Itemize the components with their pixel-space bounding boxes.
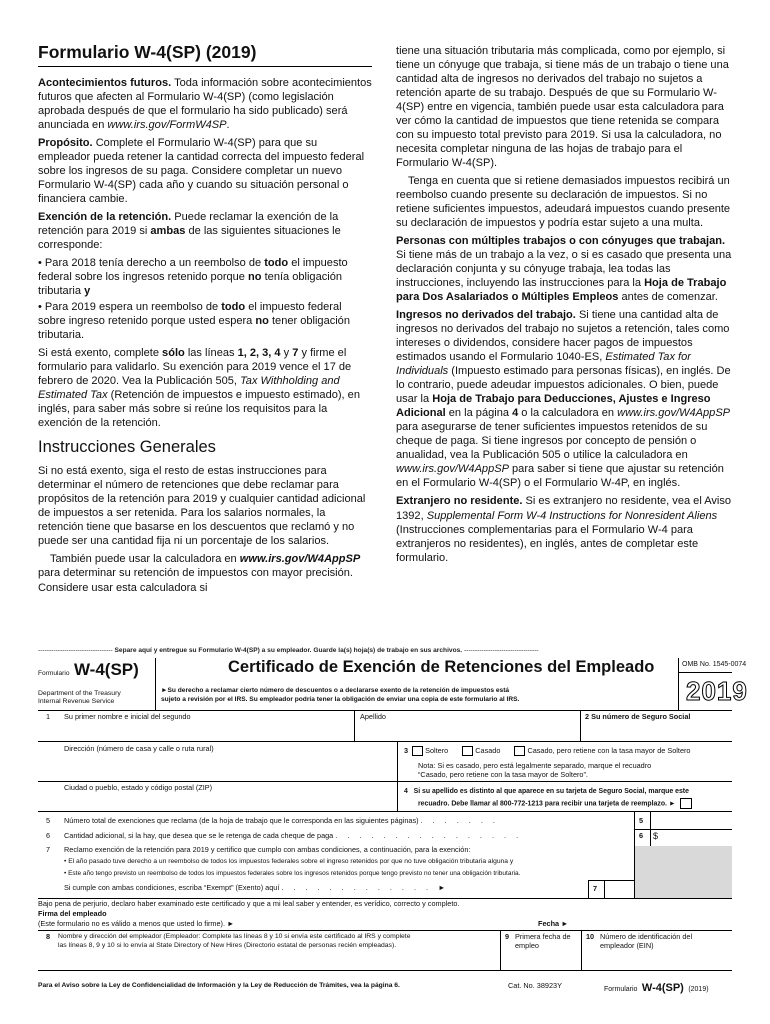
address-rule [38, 781, 397, 782]
nonresident-alien-paragraph: Extranjero no residente. Si es extranjero no residente, vea el Aviso 1392, Supplemental Form W-4 Instructions for Nonresident Aliens (Instrucciones complementarias para el Formulario W-4 para extranjeros no residentes), en inglés, antes de completar este formulario. [396, 495, 732, 564]
signature-note: (Este formulario no es válido a menos que usted lo firme). ► [38, 919, 235, 928]
line-5-number: 5 [46, 816, 51, 825]
box-7-divider-left [588, 880, 589, 898]
ein-input[interactable] [584, 954, 730, 968]
future-url-link[interactable]: www.irs.gov/FormW4SP [107, 118, 227, 131]
line-9-number: 9 [505, 932, 510, 941]
signature-rule [38, 930, 732, 931]
line-7-number: 7 [46, 845, 51, 854]
footer-form-id: Formulario W-4(SP) (2019) [604, 982, 709, 994]
city-input[interactable] [60, 794, 395, 810]
calculator-paragraph: También puede usar la calculadora en www.irs.gov/W4AppSP para determinar su retención de impuestos con mayor precisión. Considere usar esta calculadora si [38, 553, 361, 594]
line-4-rule [38, 811, 732, 812]
box-6-label: 6 [639, 831, 644, 840]
general-instructions-heading: Instrucciones Generales [38, 437, 216, 456]
line-3-rule [397, 781, 732, 782]
instructions-right-column [396, 44, 732, 569]
line-7-exempt-text: Si cumple con ambas condiciones, escriba “Exempt” (Exento) aquí . . . . . . . . . . . . . ► [64, 883, 450, 892]
nonwage-income-paragraph: Ingresos no derivados del trabajo. Si tiene una cantidad alta de ingresos no derivados del trabajo no sujetos a retención, tales como intereses o dividendos, considere hacer pagos de impuestos estimados usando el Formulario 1040-ES, Estimated Tax for Individuals (Impuesto estimado para personas físicas), en inglés. De lo contrario, puede adeudar impuestos adicionales. O bien, puede usar la Hoja de Trabajo para Deducciones, Ajustes e Ingreso Adicional en la página 4 o la calculadora en www.irs.gov/W4AppSP para asegurarse de tener suficientes impuestos retenidos de su cheque de paga. Si tiene ingresos por concepto de pensión o anualidad, vea la Publicación 505 o utilice la calculadora en www.irs.gov/W4AppSP para saber si tiene que ajustar su retención en el Formulario W-4(SP) o el Formulario W-4P, en inglés. [396, 309, 731, 490]
multiple-jobs-paragraph: Personas con múltiples trabajos o con cónyuges que trabajan. Si tiene más de un trabajo a la vez, o si es casado que presenta una declaración conjunta y su cónyuge trabaja, lea todas las instrucciones, incluyendo las instrucciones para la Hoja de Trabajo para Dos Asalariados o Múltiples Empleos antes de comenzar. [396, 235, 732, 304]
line-1-label: Su primer nombre e inicial del segundo [64, 712, 191, 721]
exemption-bullet-2: • Para 2019 espera un reembolso de todo el impuesto federal sobre ingreso retenido porque usted espera no tener obligación tributaria. [38, 300, 350, 341]
line-5-input[interactable] [652, 813, 730, 827]
complicated-situation-paragraph: tiene una situación tributaria más complicada, como por ejemplo, si tiene un cónyuge que trabaja, si tiene más de un trabajo o tiene una cantidad alta de ingresos no derivados del trabajo no sujetos a retención aparte de su trabajo. Después de que su Formulario W-4(SP) entre en vigencia, también puede usar esta calculadora para ver cómo la cantidad de impuestos que tiene retenida se compara con su impuesto total previsto para 2019. Si usa la calculadora, no necesita completar ninguna de las hojas de trabajo para el Formulario W-4(SP). [396, 45, 729, 170]
exemption-bullet-1: • Para 2018 tenía derecho a un reembolso de todo el impuesto federal sobre los ingresos retenido porque no tenía obligación tributaria y [38, 256, 348, 297]
line-10-number: 10 [586, 932, 595, 941]
signature-label: Firma del empleado [38, 909, 107, 918]
nonwage-url-link-2[interactable]: www.irs.gov/W4AppSP [396, 463, 509, 476]
shaded-area [634, 846, 732, 898]
form-title: Formulario W-4(SP) (2019) [38, 44, 372, 67]
line-5-text: Número total de exenciones que reclama (de la hoja de trabajo que le corresponda en las siguientes páginas) . . . . . . . [64, 816, 499, 825]
form-bottom-rule [38, 970, 732, 971]
line-3-divider [397, 741, 398, 811]
line-7-bullet-2: • Este año tengo previsto un reembolso de todos los impuestos federales sobre los ingresos retenidos porque tengo previsto no tener una obligación tributaria. [64, 870, 521, 877]
single-checkbox[interactable] [412, 746, 423, 756]
refund-note-paragraph: Tenga en cuenta que si retiene demasiados impuestos recibirá un reembolso cuando presente su declaración de impuestos. Si no retiene suficientes impuestos, adeudará impuestos cuando presente su declaración de impuestos y podría estar sujeto a una multa. [396, 175, 731, 230]
married-higher-rate-checkbox[interactable] [514, 746, 525, 756]
box-5-label: 5 [639, 816, 644, 825]
line-7-bullet-1: • El año pasado tuve derecho a un reembolso de todos los impuestos federales sobre el ingreso retenidos por que no tuve obligación tributaria alguna y [64, 858, 514, 865]
last-name-input[interactable] [358, 722, 578, 740]
name-field-divider [354, 711, 355, 741]
form-name: W-4(SP) [73, 660, 139, 679]
box-7-divider-right [604, 880, 605, 898]
first-employment-date-input[interactable] [503, 954, 579, 968]
header-divider-left [155, 658, 156, 710]
omb-number: OMB No. 1545-0074 [682, 661, 747, 668]
line-9-divider [500, 930, 501, 970]
line-8-label: Nombre y dirección del empleador (Empleador: Complete las líneas 8 y 10 si envía este certificado al IRS y complete las líneas 8, 9 y 10 si lo envía al State Directory of New Hires (Directorio estatal de personas recién empleadas). [58, 933, 411, 949]
privacy-act-notice: Para el Aviso sobre la Ley de Confidencialidad de Información y la Ley de Reducción de Trámites, vea la página 6. [38, 982, 400, 989]
line-6-dollar-sign: $ [653, 831, 659, 841]
line-10-divider [581, 930, 582, 970]
omb-rule [678, 672, 732, 673]
instructions-left-column [38, 44, 372, 599]
form-id-block: Formulario W-4(SP) [38, 660, 139, 679]
line-6-input[interactable] [662, 831, 730, 845]
detach-instruction-line: ---------------------------------- Separe aquí y entregue su Formulario W-4(SP) a su empleador. Guarde la(s) hoja(s) de trabajo en sus archivos. ---------------------------------- [38, 647, 539, 654]
tax-year: 2019 [686, 676, 748, 706]
line-1-number: 1 [46, 712, 51, 721]
date-input[interactable] [575, 912, 731, 928]
exemption-paragraph: Exención de la retención. Puede reclamar la exención de la retención para 2019 si ambas de las siguientes situaciones le corresponde: [38, 210, 341, 251]
box-7-top-rule [588, 880, 634, 881]
header-divider-right [678, 658, 679, 710]
city-label: Ciudad o pueblo, estado y código postal (ZIP) [64, 783, 213, 792]
exempt-input[interactable] [606, 882, 633, 897]
box-5-rule [634, 829, 732, 830]
ssn-input[interactable] [584, 722, 730, 740]
line-6-number: 6 [46, 831, 51, 840]
last-name-label: Apellido [360, 712, 386, 721]
line-9-label: Primera fecha de empleo [515, 932, 571, 950]
line-4-text: 4 Si su apellido es distinto al que aparece en su tarjeta de Seguro Social, marque este recuadro. Debe llamar al 800-772-1213 para recibir una tarjeta de reemplazo. ► [404, 787, 694, 810]
box-7-label: 7 [593, 884, 598, 893]
filing-status-row: 3 Soltero Casado Casado, pero retiene con la tasa mayor de Soltero [404, 745, 691, 755]
purpose-paragraph: Propósito. Complete el Formulario W-4(SP) para que su empleador pueda retener la cantidad correcta del impuesto federal sobre los ingresos de su paga. Considere completar un nuevo Formulario W-4(SP) cada año y cuando su situación personal o financiera cambie. [38, 136, 365, 205]
line-1-rule [38, 741, 732, 742]
married-checkbox[interactable] [462, 746, 473, 756]
perjury-statement: Bajo pena de perjurio, declaro haber examinado este certificado y que a mi leal saber y entender, es verídico, correcto y completo. [38, 899, 460, 908]
general-instructions-paragraph: Si no está exento, siga el resto de estas instrucciones para determinar el número de retenciones que debe reclamar para propósitos de la retención para 2019 y cualquier cantidad adicional de impuestos a ser retenida. Para los salarios normales, la retención tiene que basarse en los descuentos que reclamó y no puede ser una cantidad fija ni un porcentaje de los salarios. [38, 465, 366, 548]
nonwage-url-link-1[interactable]: www.irs.gov/W4AppSP [617, 407, 731, 420]
line-2-label: 2 Su número de Seguro Social [585, 712, 691, 721]
employer-name-input[interactable] [58, 954, 498, 968]
first-name-input[interactable] [60, 722, 352, 740]
line-6-text: Cantidad adicional, si la hay, que desea que se le retenga de cada cheque de paga . . . . . . . . . . . . . . . . [64, 831, 523, 840]
date-label: Fecha ► [538, 919, 569, 928]
line-3-note: Nota: Si es casado, pero está legalmente separado, marque el recuadro “Casado, pero retiene con la tasa mayor de Soltero”. [418, 761, 652, 780]
certificate-heading: Certificado de Exención de Retenciones del Empleado [228, 658, 655, 676]
future-developments-paragraph: Acontecimientos futuros. Toda información sobre acontecimientos futuros que afecten al Formulario W-4(SP) (como legislación aprobada después de que el formulario ha sido publicado) será anunciada en www.irs.gov/FormW4SP. [38, 76, 372, 131]
header-bottom-rule [38, 710, 732, 711]
catalog-number: Cat. No. 38923Y [508, 981, 562, 990]
exemption-details-paragraph: Si está exento, complete sólo las líneas 1, 2, 3, 4 y 7 y firme el formulario para validarlo. Su exención para 2019 vence el 17 de febrero de 2020. Vea la Publicación 505, Tax Withholding and Estimated Tax (Retención de impuestos e impuesto estimado), en inglés, para saber más sobre si reúne los requisitos para la exención de la retención. [38, 346, 360, 429]
calculator-url-link[interactable]: www.irs.gov/W4AppSP [239, 553, 361, 566]
ssn-field-divider [580, 711, 581, 741]
signature-input[interactable] [290, 908, 530, 928]
address-label: Dirección (número de casa y calle o ruta rural) [64, 744, 214, 753]
review-notice: ►Su derecho a reclamar cierto número de descuentos o a declararse exento de la retención de impuestos está sujeto a revisión por el IRS. Su empleador podría tener la obligación de enviar una copia de este formulario al IRS. [161, 687, 520, 703]
line-8-number: 8 [46, 932, 51, 941]
department-block: Department of the Treasury Internal Revenue Service [38, 690, 121, 706]
line-10-label: Número de identificación del empleador (EIN) [600, 932, 693, 950]
address-input[interactable] [60, 756, 395, 778]
instructions-section [38, 44, 732, 646]
name-differs-checkbox[interactable] [680, 798, 692, 809]
line-7-text: Reclamo exención de la retención para 2019 y certifico que cumplo con ambas condiciones, a continuación, para la exención: [64, 845, 471, 854]
